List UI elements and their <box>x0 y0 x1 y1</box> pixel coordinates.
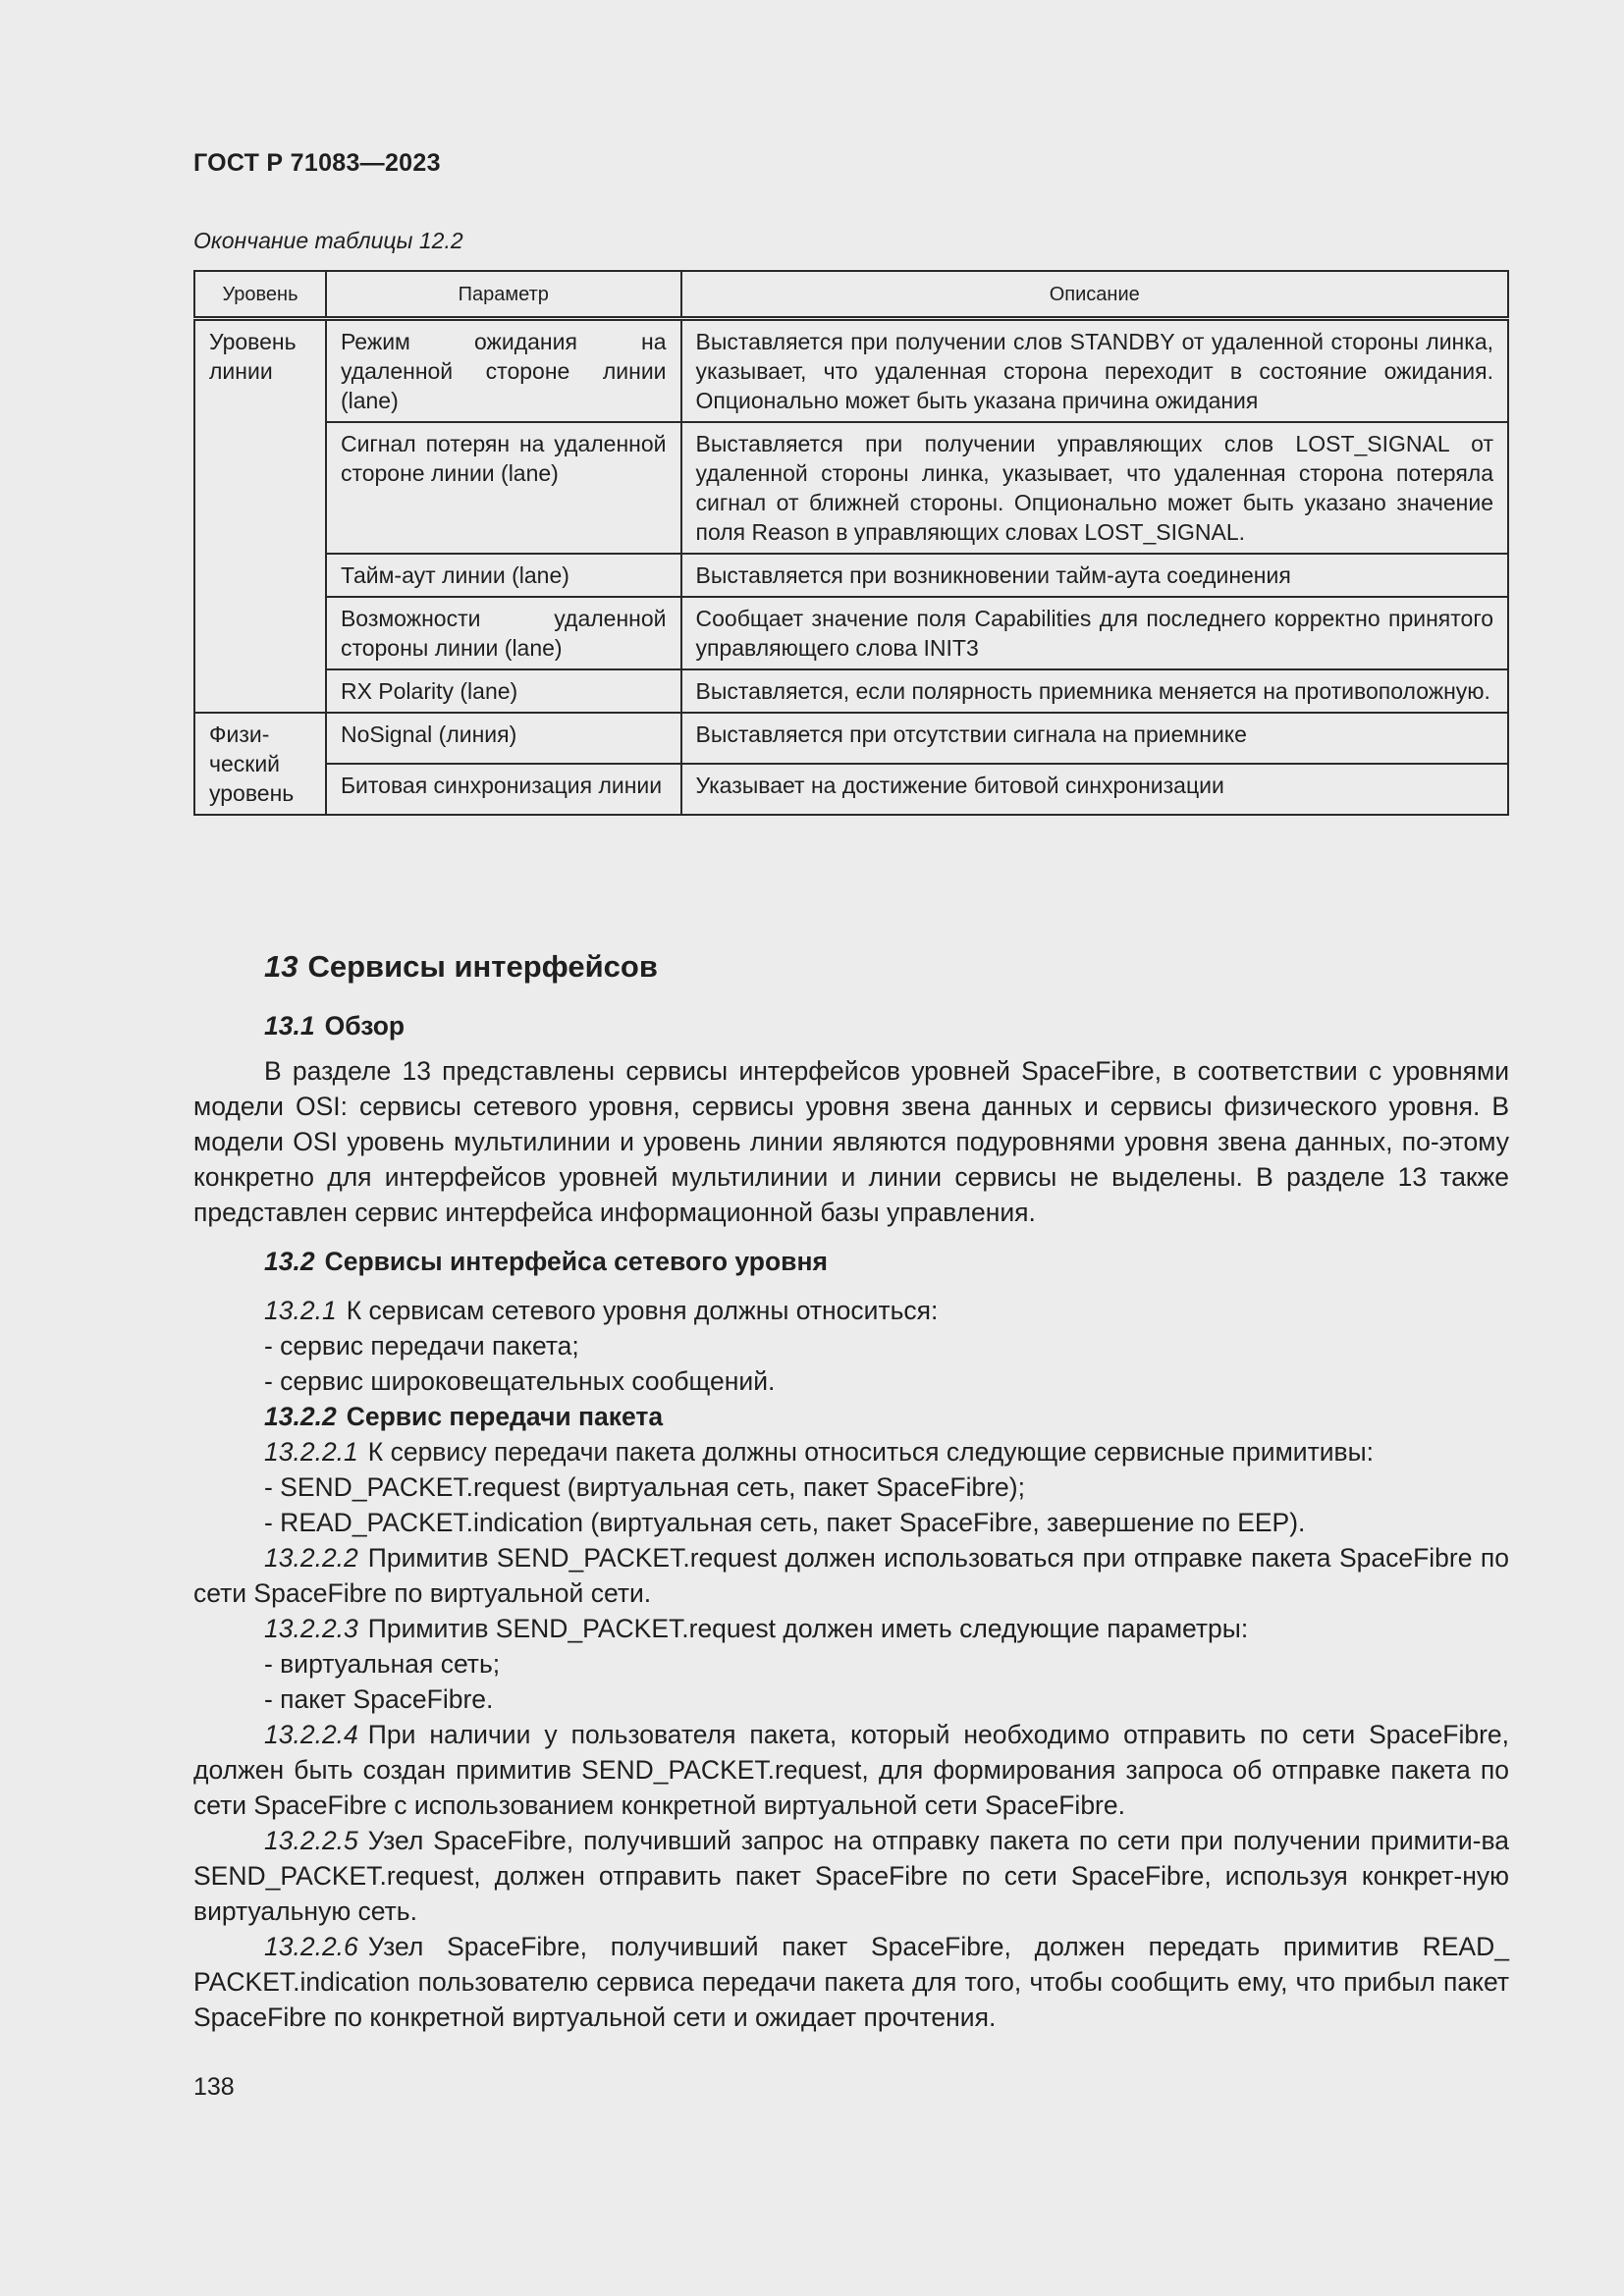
subsection-number: 13.1 <box>264 1011 315 1041</box>
paragraph <box>193 1540 1509 1611</box>
clause-number: 13.2.2.3 <box>264 1614 358 1643</box>
clause-text: При наличии у пользователя пакета, который необходимо отправить по сети SpaceFibre, должен быть создан примитив SEND_PACKET.request, для формирования запроса об отправке пакета по сети SpaceFibre с использованием конкретной виртуальной сети SpaceFibre. <box>193 1720 1509 1820</box>
table-row <box>194 713 1508 764</box>
clause-number: 13.2.2.6 <box>264 1932 358 1961</box>
subsection-title: Обзор <box>324 1011 406 1041</box>
desc-cell: Выставляется при получении управляющих слов LOST_SIGNAL от удаленной стороны линка, указывает, что удаленная сторона потеряла сигнал от ближней стороны. Опционально может быть указано значение поля Reason в управляющих словах LOST_SIGNAL. <box>681 422 1508 554</box>
desc-cell: Указывает на достижение битовой синхронизации <box>681 764 1508 815</box>
level-cell: Уровень линии <box>194 319 326 714</box>
paragraph <box>193 1823 1509 1929</box>
clause-number: 13.2.2.5 <box>264 1826 358 1855</box>
list-item: - сервис широковещательных сообщений. <box>264 1366 776 1396</box>
clause-text: Примитив SEND_PACKET.request должен использоваться при отправке пакета SpaceFibre по сети SpaceFibre по виртуальной сети. <box>193 1543 1509 1608</box>
document-code: ГОСТ Р 71083—2023 <box>193 149 441 177</box>
parameters-table <box>193 270 1509 816</box>
param-cell: Битовая синхронизация линии <box>326 764 681 815</box>
list-item: - сервис передачи пакета; <box>264 1331 579 1361</box>
document-body <box>193 947 1509 2035</box>
subsection-heading <box>264 1244 1509 1279</box>
clause-text: Примитив SEND_PACKET.request должен иметь следующие параметры: <box>367 1614 1249 1643</box>
list-item: - READ_PACKET.indication (виртуальная сеть, пакет SpaceFibre, завершение по EEP). <box>264 1508 1306 1537</box>
section-number: 13 <box>264 949 298 984</box>
table-caption: Окончание таблицы 12.2 <box>193 228 463 253</box>
clause-text: К сервису передачи пакета должны относиться следующие сервисные примитивы: <box>367 1437 1375 1467</box>
clause-text: Узел SpaceFibre, получивший запрос на отправку пакета по сети при получении примити-ва SEND_PACKET.request, должен отправить пакет SpaceFibre по сети SpaceFibre, используя конкрет-ную виртуальную сеть. <box>193 1826 1509 1926</box>
paragraph <box>193 1929 1509 2035</box>
list-item: - виртуальная сеть; <box>264 1649 501 1679</box>
table-row <box>194 422 1508 554</box>
clause-text: Узел SpaceFibre, получивший пакет SpaceFibre, должен передать примитив READ_ PACKET.indication пользователю сервиса передачи пакета для того, чтобы сообщить ему, что прибыл пакет SpaceFibre по конкретной виртуальной сети и ожидает прочтения. <box>193 1932 1509 2032</box>
page-number: 138 <box>193 2073 235 2101</box>
subsubsection-heading <box>193 1399 1509 1434</box>
subsection-title: Сервисы интерфейса сетевого уровня <box>324 1247 828 1276</box>
param-cell: Сигнал потерян на удаленной стороне линии (lane) <box>326 422 681 554</box>
param-cell: RX Polarity (lane) <box>326 669 681 713</box>
table-row <box>194 764 1508 815</box>
column-header: Уровень <box>194 271 326 319</box>
paragraph: В разделе 13 представлены сервисы интерфейсов уровней SpaceFibre, в соответствии с уровнями модели OSI: сервисы сетевого уровня, сервисы уровня звена данных и сервисы физического уровня. В модели OSI уровень мультилинии и уровень линии являются подуровнями уровня звена данных, по-этому конкретно для интерфейсов уровней мультилинии и линии сервисы не выделены. В разделе 13 также представлен сервис интерфейса информационной базы управления. <box>193 1056 1509 1227</box>
param-cell: Режим ожидания на удаленной стороне линии (lane) <box>326 319 681 423</box>
param-cell: Тайм-аут линии (lane) <box>326 554 681 597</box>
clause-number: 13.2.2 <box>264 1402 337 1431</box>
list-item: - пакет SpaceFibre. <box>264 1684 494 1714</box>
table-row <box>194 319 1508 423</box>
clause-number: 13.2.1 <box>264 1296 337 1325</box>
desc-cell: Сообщает значение поля Capabilities для последнего корректно принятого управляющего слова INIT3 <box>681 597 1508 669</box>
table-row <box>194 597 1508 669</box>
clause-number: 13.2.2.1 <box>264 1437 358 1467</box>
paragraph <box>193 1434 1509 1469</box>
paragraph <box>193 1293 1509 1328</box>
section-title: Сервисы интерфейсов <box>307 949 658 984</box>
clause-text: К сервисам сетевого уровня должны относиться: <box>346 1296 939 1325</box>
subsection-number: 13.2 <box>264 1247 315 1276</box>
paragraph <box>193 1717 1509 1823</box>
clause-number: 13.2.2.4 <box>264 1720 358 1749</box>
desc-cell: Выставляется при получении слов STANDBY от удаленной стороны линка, указывает, что удаленная сторона переходит в состояние ожидания. Опционально может быть указана причина ожидания <box>681 319 1508 423</box>
subsection-heading <box>264 1008 1509 1043</box>
clause-number: 13.2.2.2 <box>264 1543 358 1573</box>
desc-cell: Выставляется при возникновении тайм-аута соединения <box>681 554 1508 597</box>
table-header-row <box>194 271 1508 319</box>
desc-cell: Выставляется при отсутствии сигнала на приемнике <box>681 713 1508 764</box>
param-cell: Возможности удаленной стороны линии (lane) <box>326 597 681 669</box>
list-item: - SEND_PACKET.request (виртуальная сеть, пакет SpaceFibre); <box>264 1472 1025 1502</box>
param-cell: NoSignal (линия) <box>326 713 681 764</box>
table-row <box>194 669 1508 713</box>
table-row <box>194 554 1508 597</box>
desc-cell: Выставляется, если полярность приемника меняется на противоположную. <box>681 669 1508 713</box>
column-header: Параметр <box>326 271 681 319</box>
paragraph <box>193 1611 1509 1646</box>
column-header: Описание <box>681 271 1508 319</box>
section-heading <box>264 947 1509 987</box>
level-cell: Физи-ческий уровень <box>194 713 326 815</box>
subsubsection-title: Сервис передачи пакета <box>346 1402 664 1431</box>
